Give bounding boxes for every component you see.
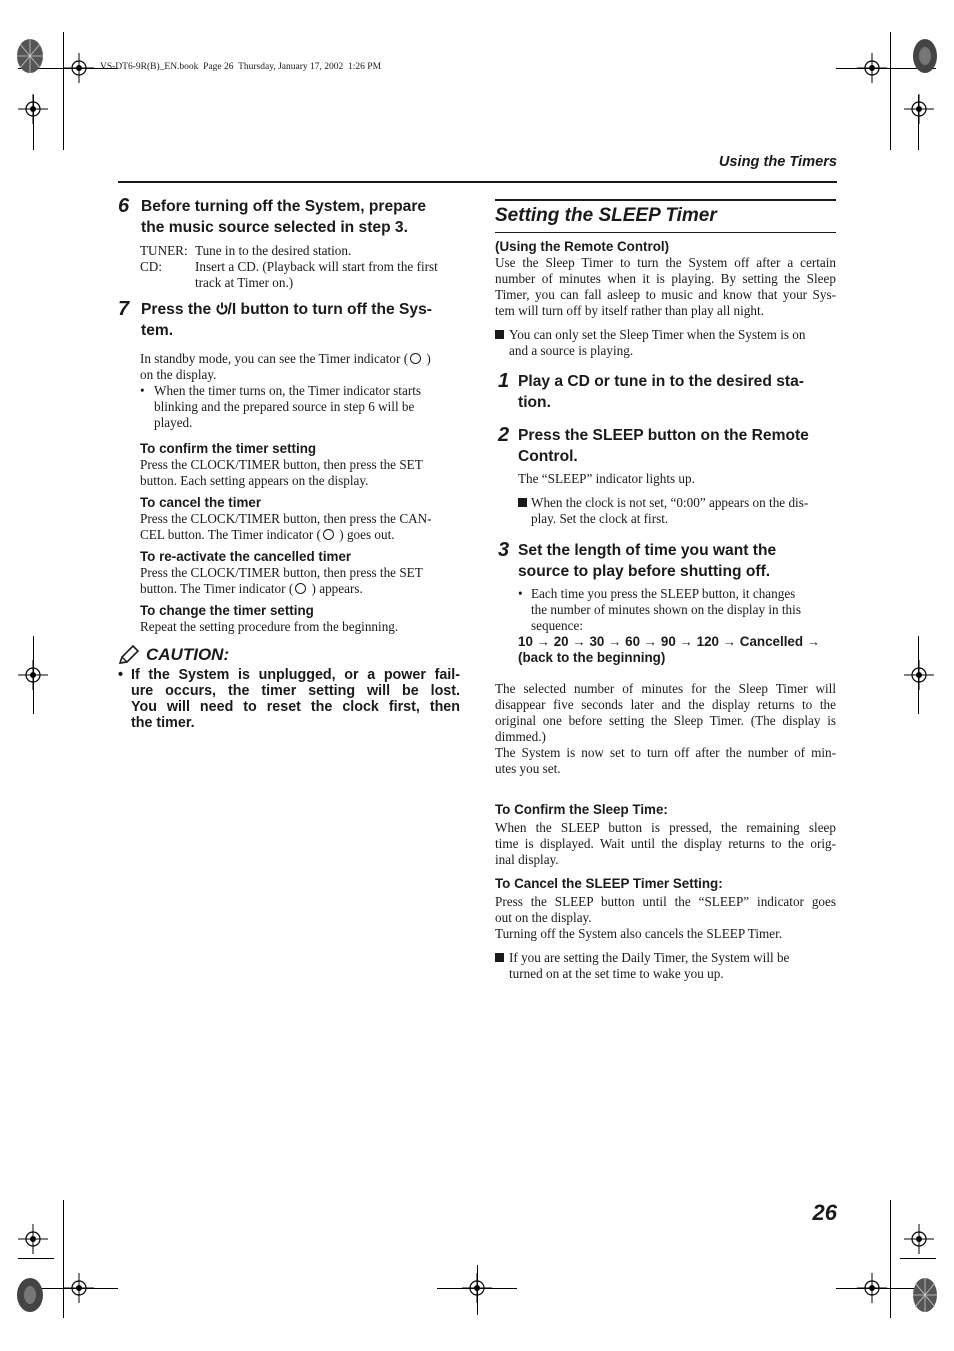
subheading: To Cancel the SLEEP Timer Setting: <box>495 876 723 891</box>
step-7 <box>118 299 460 341</box>
subheading: To confirm the timer setting <box>140 441 317 456</box>
registration-mark-icon <box>462 1273 492 1303</box>
step-number: 2 <box>498 424 510 446</box>
caution-text: • If the System is unplugged, or a power fail- ure occurs, the timer setting will be lost. You will need to reset the clock first, then the timer. <box>118 667 460 731</box>
paragraph: Repeat the setting procedure from the beginning. <box>140 619 399 634</box>
subheading: To Confirm the Sleep Time: <box>495 802 668 817</box>
print-info: VS-DT6-9R(B)_EN.book Page 26 Thursday, January 17, 2002 1:26 PM <box>100 62 382 72</box>
sleep-sequence: 10 → 20 → 30 → 60 → 90 → 120 → Cancelled → (back to the beginning) <box>518 634 821 665</box>
right-column <box>495 199 836 982</box>
section-title: Setting the SLEEP Timer <box>495 205 717 226</box>
timer-indicator-icon <box>323 529 334 540</box>
bullet-item: • When the timer turns on, the Timer indicator starts blinking and the prepared source in step 6 will be played. <box>140 383 422 430</box>
registration-mark-icon <box>904 1224 934 1254</box>
step-2-body: The “SLEEP” indicator lights up. When the clock is not set, “0:00” appears on the dis- play. Set the clock at first. <box>495 471 836 527</box>
subheading: (Using the Remote Control) <box>495 239 670 254</box>
registration-mark-icon <box>18 94 48 124</box>
note: If you are setting the Daily Timer, the System will be turned on at the set time to wake you up. <box>495 950 836 982</box>
registration-mark-icon <box>64 53 94 83</box>
intro-paragraph: Use the Sleep Timer to turn the System off after a certain number of minutes when it is playing. By setting the Sleep Timer, you can fall asleep to music and know that your Sys- tem will turn off by itself rather than play all night. <box>495 255 836 318</box>
timer-indicator-icon <box>295 583 306 594</box>
step-title: Play a CD or tune in to the desired sta- tion. <box>518 373 804 411</box>
paragraph: The selected number of minutes for the Sleep Timer will disappear five seconds later and the display returns to the original one before setting the Sleep Timer. (The display is dimmed.) The System is now set to turn off after the number of min- utes you set. <box>495 681 836 776</box>
square-bullet-icon <box>495 953 504 962</box>
registration-mark-icon <box>904 94 934 124</box>
subheading: To cancel the timer <box>140 495 262 510</box>
registration-mark-icon <box>904 660 934 690</box>
square-bullet-icon <box>518 498 527 507</box>
caution-heading: CAUTION: <box>118 645 460 665</box>
power-icon <box>216 302 228 315</box>
running-head: Using the Timers <box>718 154 837 170</box>
registration-mark-icon <box>18 660 48 690</box>
section-title-box <box>495 199 836 233</box>
pencil-icon <box>118 645 142 665</box>
step-number: 7 <box>118 298 130 320</box>
step-title: Set the length of time you want the source to play before shutting off. <box>518 542 777 580</box>
step-3 <box>495 540 836 582</box>
step-6-options <box>118 243 460 291</box>
timer-indicator-icon <box>410 353 421 364</box>
subheading: To re-activate the cancelled timer <box>140 549 352 564</box>
note: When the clock is not set, “0:00” appears on the dis- play. Set the clock at first. <box>518 495 836 527</box>
step-7-body: In standby mode, you can see the Timer indicator ( ) on the display. • When the timer turns on, the Timer indicator starts blinking and the prepared source in step 6 will be played. <box>118 351 460 431</box>
paragraph: Press the SLEEP button until the “SLEEP” indicator goes out on the display. Turning off the System also cancels the SLEEP Timer. <box>495 894 836 941</box>
registration-mark-icon <box>857 53 887 83</box>
color-target-icon <box>16 1277 44 1313</box>
color-target-icon <box>912 38 938 74</box>
paragraph: Press the CLOCK/TIMER button, then press the SET button. Each setting appears on the display. <box>140 457 423 488</box>
step-number: 1 <box>498 370 510 392</box>
paragraph: When the SLEEP button is pressed, the remaining sleep time is displayed. Wait until the display returns to the orig- inal display. <box>495 820 836 867</box>
step-2 <box>495 425 836 467</box>
registration-mark-icon <box>857 1273 887 1303</box>
note: You can only set the Sleep Timer when the System is on and a source is playing. <box>495 327 836 359</box>
registration-mark-icon <box>64 1273 94 1303</box>
left-column <box>118 196 460 731</box>
color-target-icon <box>16 38 44 74</box>
subheading: To change the timer setting <box>140 603 314 618</box>
paragraph: Press the CLOCK/TIMER button, then press the CAN- CEL button. The Timer indicator ( ) goes out. <box>140 511 432 542</box>
color-target-icon <box>912 1277 938 1313</box>
step-title: Press the /I button to turn off the Sys- tem. <box>141 301 432 339</box>
cd-option: CD: Insert a CD. (Playback will start from the first track at Timer on.) <box>140 259 438 290</box>
tuner-option: TUNER: Tune in to the desired station. <box>140 243 352 258</box>
registration-mark-icon <box>18 1224 48 1254</box>
step-1 <box>495 371 836 413</box>
header-rule <box>118 181 837 183</box>
step-number: 3 <box>498 539 510 561</box>
square-bullet-icon <box>495 330 504 339</box>
step-title: Before turning off the System, prepare the music source selected in step 3. <box>141 198 427 236</box>
bullet-item: • Each time you press the SLEEP button, it changes the number of minutes shown on the display in this sequence: <box>518 586 801 633</box>
page-number: 26 <box>812 1200 837 1225</box>
step-number: 6 <box>118 195 130 217</box>
step-title: Press the SLEEP button on the Remote Control. <box>518 427 809 465</box>
paragraph: Press the CLOCK/TIMER button, then press the SET button. The Timer indicator ( ) appears. <box>140 565 423 596</box>
step-6 <box>118 196 460 238</box>
